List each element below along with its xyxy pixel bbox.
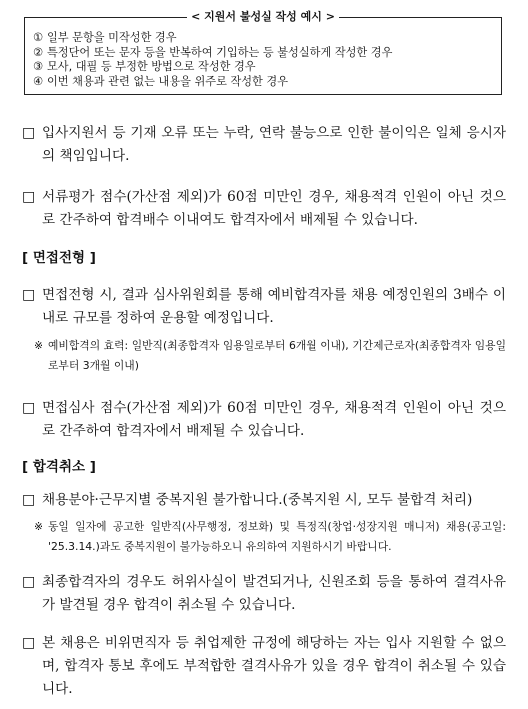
examples-list [33, 31, 392, 89]
notice-employment-restriction: □ 본 채용은 비위면직자 등 취업제한 규정에 해당하는 자는 입사 지원할 수 없으며, 합격자 통보 후에도 부적합한 결격사유가 있을 경우 합격이 취소될 수 있습니다. [22, 632, 506, 701]
checkbox-bullet-icon: □ [22, 635, 36, 651]
bad-application-examples-box [24, 10, 502, 95]
checkbox-bullet-icon: □ [22, 287, 36, 303]
reference-mark-icon: ※ [34, 339, 44, 352]
checkbox-bullet-icon: □ [22, 492, 36, 508]
notice-responsibility: □ 입사지원서 등 기재 오류 또는 누락, 연락 불능으로 인한 불이익은 일체 응시자의 책임입니다. [22, 122, 506, 168]
cancel-section-heading: [ 합격취소 ] [22, 459, 96, 475]
reference-mark-icon: ※ [34, 520, 44, 533]
note-duplicate-application: ※ 동일 일자에 공고한 일반직(사무행정, 정보화) 및 특정직(창업·성장지원 매니저) 채용(공고일: '25.3.14.)과도 중복지원이 불가능하오니 유의하여 지원하시기 바랍니다. [34, 517, 506, 557]
example-item: ② 특정단어 또는 문자 등을 반복하여 기입하는 등 불성실하게 작성한 경우 [33, 45, 393, 59]
example-item: ③ 모사, 대필 등 부정한 방법으로 작성한 경우 [33, 60, 256, 73]
notice-false-facts: □ 최종합격자의 경우도 허위사실이 발견되거나, 신원조회 등을 통하여 결격사유가 발견될 경우 합격이 취소될 수 있습니다. [22, 571, 506, 617]
notice-interview-score: □ 면접심사 점수(가산점 제외)가 60점 미만인 경우, 채용적격 인원이 아닌 것으로 간주하여 합격자에서 배제될 수 있습니다. [22, 397, 506, 443]
checkbox-bullet-icon: □ [22, 189, 36, 205]
notice-reserve-candidates: □ 면접전형 시, 결과 심사위원회를 통해 예비합격자를 채용 예정인원의 3배수 이내로 규모를 정하여 운용할 예정입니다. [22, 284, 506, 330]
example-item: ① 일부 문항을 미작성한 경우 [33, 31, 177, 44]
checkbox-bullet-icon: □ [22, 400, 36, 416]
examples-box-title: < 지원서 불성실 작성 예시 > [25, 10, 501, 24]
note-reserve-validity: ※ 예비합격의 효력: 일반직(최종합격자 임용일로부터 6개월 이내), 기간제근로자(최종합격자 임용일로부터 3개월 이내) [34, 336, 506, 376]
checkbox-bullet-icon: □ [22, 574, 36, 590]
notice-duplicate-application: □ 채용분야·근무지별 중복지원 불가합니다.(중복지원 시, 모두 불합격 처리) [22, 489, 506, 512]
example-item: ④ 이번 채용과 관련 없는 내용을 위주로 작성한 경우 [33, 74, 289, 88]
checkbox-bullet-icon: □ [22, 125, 36, 141]
interview-section-heading: [ 면접전형 ] [22, 250, 96, 266]
notice-document-score: □ 서류평가 점수(가산점 제외)가 60점 미만인 경우, 채용적격 인원이 아닌 것으로 간주하여 합격배수 이내여도 합격자에서 배제될 수 있습니다. [22, 186, 506, 232]
